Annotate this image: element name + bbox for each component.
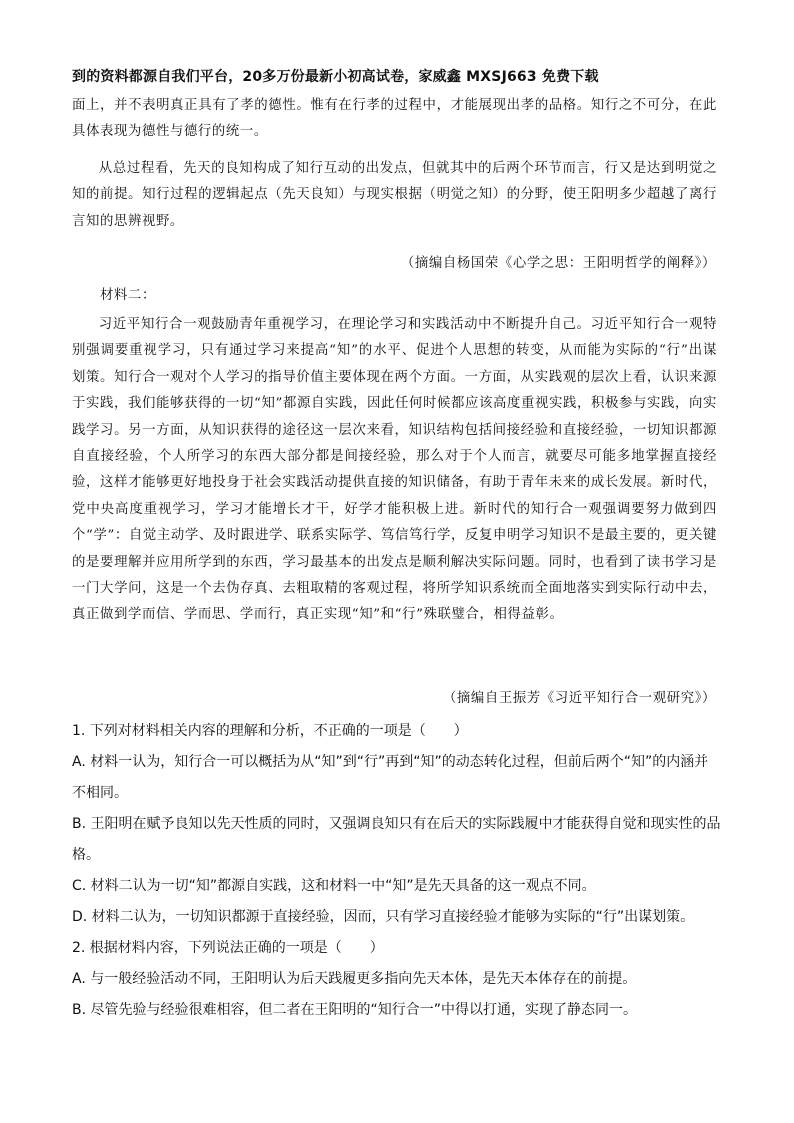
question-1-option-d: D. 材料二认为，一切知识都源于直接经验，因而，只有学习直接经验才能够为实际的“行”出谋划策。 xyxy=(72,909,695,925)
material2-body: 习近平知行合一观鼓励青年重视学习，在理论学习和实践活动中不断提升自己。习近平知行合一观特别强调要重视学习，只有通过学习来提高“知”的水平、促进个人思想的转变，从而能为实际的“行”出谋划策。知行合一观对个人学习的指导价值主要体现在两个方面。一方面，从实践观的层次上看，认识来源于实践，我们能够获得的一切“知”都源自实践，因此任何时候都应该高度重视实践，积极参与实践，向实践学习。另一方面，从知识获得的途径这一层次来看，知识结构包括间接经验和直接经验，一切知识都源自直接经验，个人所学习的东西大部分都是间接经验，那么对于个人而言，就要尽可能多地掌握直接经验，这样才能够更好地投身于社会实践活动提供直接的知识储备，有助于青年未来的成长发展。新时代，党中央高度重视学习，学习才能增长才干，好学才能积极上进。新时代的知行合一观强调要努力做到四个“学”：自觉主动学、及时跟进学、联系实际学、笃信笃行学，反复申明学习知识不是最主要的，更关键的是要理解并应用所学到的东西，学习最基本的出发点是顺利解决实际问题。同时，也看到了读书学习是一门大学问，这是一个去伪存真、去粗取精的客观过程，将所学知识系统而全面地落实到实际行动中去，真正做到学而信、学而思、学而行，真正实现“知”和“行”殊联璧合，相得益彰。 xyxy=(72,317,717,623)
question-2-option-a: A. 与一般经验活动不同，王阳明认为后天践履更多指向先天本体，是先天本体存在的前提。 xyxy=(72,971,637,987)
download-notice: 到的资料都源自我们平台，20多万份最新小初高试卷，家威鑫 MXSJ663 免费下载 xyxy=(72,69,599,85)
question-1-option-c: C. 材料二认为一切“知”都源自实践，这和材料一中“知”是先天具备的这一观点不同。 xyxy=(72,878,596,894)
material2-label: 材料二： xyxy=(100,288,156,303)
passage1-citation: （摘编自杨国荣《心学之思：王阳明哲学的阐释》） xyxy=(400,256,716,271)
question-1-stem: 1. 下列对材料相关内容的理解和分析，不正确的一项是（ ） xyxy=(72,723,468,739)
passage1-conclusion-paragraph: 从总过程看，先天的良知构成了知行互动的出发点，但就其中的后两个环节而言，行又是达到明觉之知的前提。知行过程的逻辑起点（先天良知）与现实根据（明觉之知）的分野，使王阳明多少超越了离行言知的思辨视野。 xyxy=(72,161,717,229)
material2-citation: （摘编自王振芳《习近平知行合一观研究》） xyxy=(442,691,716,706)
passage1-continued-paragraph: 面上，并不表明真正具有了孝的德性。惟有在行孝的过程中，才能展现出孝的品格。知行之不可分，在此具体表现为德性与德行的统一。 xyxy=(72,98,717,140)
question-1-option-b: B. 王阳明在赋予良知以先天性质的同时，又强调良知只有在后天的实际践履中才能获得自觉和现实性的品格。 xyxy=(72,816,721,863)
question-2 xyxy=(72,933,722,1026)
question-2-stem: 2. 根据材料内容，下列说法正确的一项是（ ） xyxy=(72,940,384,956)
question-1 xyxy=(72,716,722,933)
question-1-option-a: A. 材料一认为，知行合一可以概括为从“知”到“行”再到“知”的动态转化过程，但前后两个“知”的内涵并不相同。 xyxy=(72,754,709,801)
question-2-option-b: B. 尽管先验与经验很难相容，但二者在王阳明的“知行合一”中得以打通，实现了静态同一。 xyxy=(72,1002,638,1018)
